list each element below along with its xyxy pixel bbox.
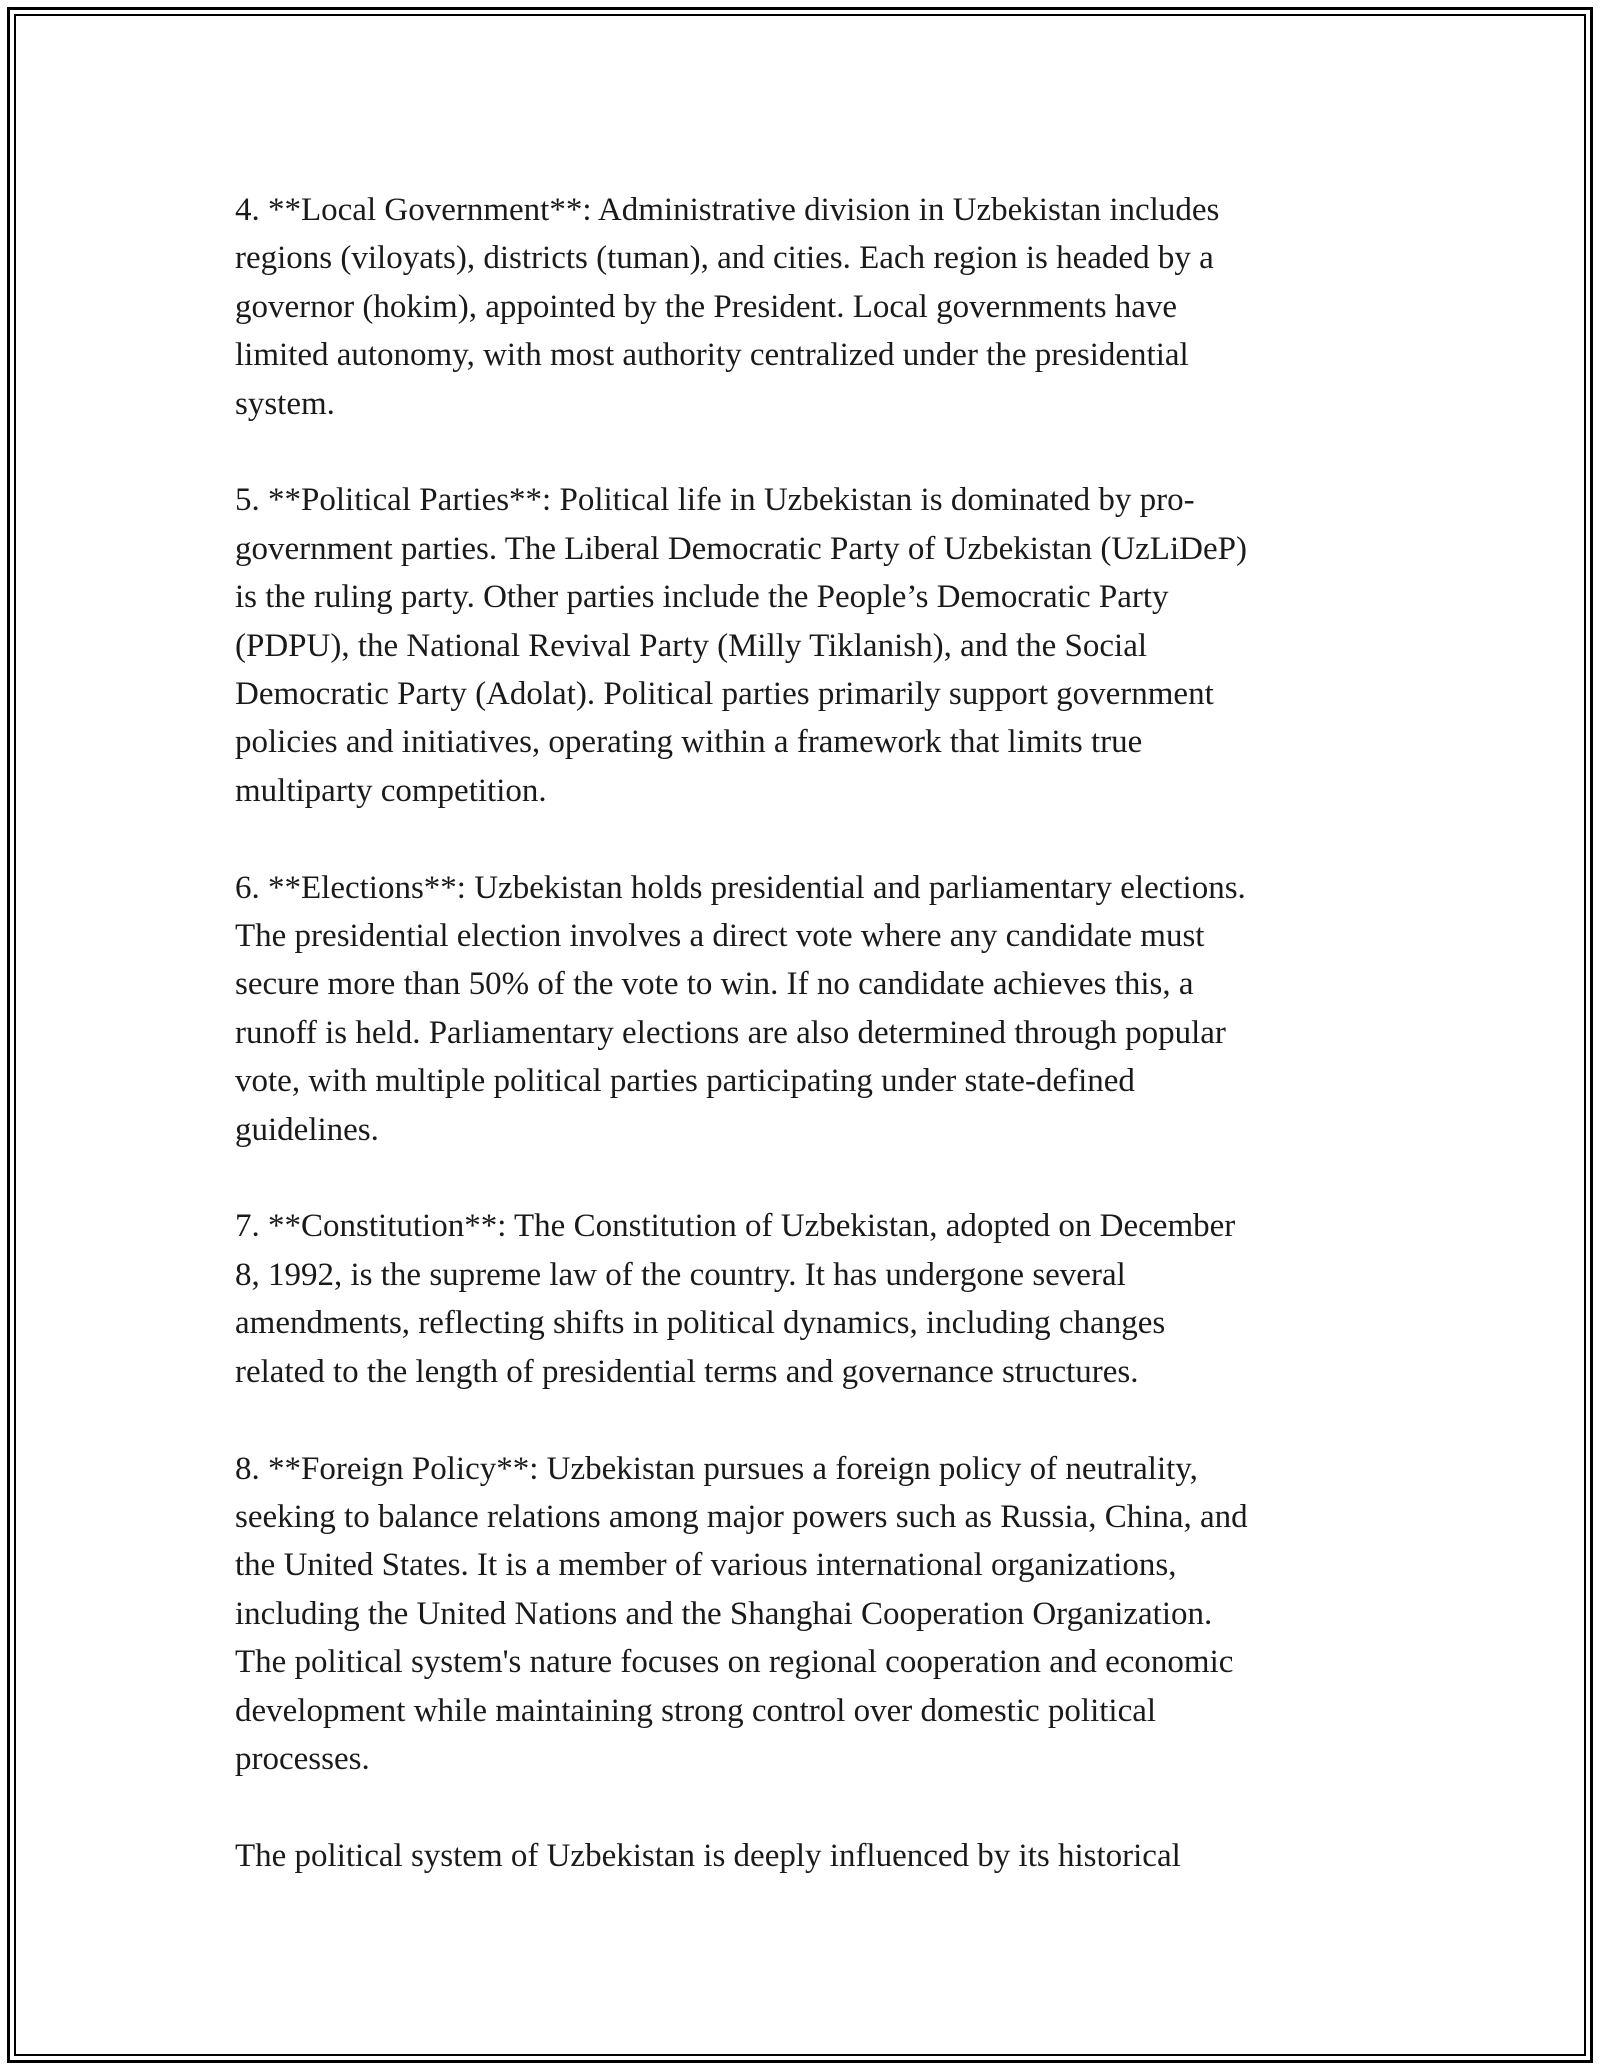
- document-body: [235, 186, 1375, 1880]
- paragraph-political-parties: 5. **Political Parties**: Political life in Uzbekistan is dominated by pro- government parties. The Liberal Democratic Party of Uzbekistan (UzLiDeP) is the ruling party. Other parties include the People’s Democratic Party (PDPU), the National Revival Party (Milly Tiklanish), and the Social Democratic Party (Adolat). Political parties primarily support government policies and initiatives, operating within a framework that limits true multiparty competition.: [235, 482, 1247, 809]
- paragraph-foreign-policy: 8. **Foreign Policy**: Uzbekistan pursues a foreign policy of neutrality, seeking to balance relations among major powers such as Russia, China, and the United States. It is a member of various international organizations, including the United Nations and the Shanghai Cooperation Organization. The political system's nature focuses on regional cooperation and economic development while maintaining strong control over domestic political processes.: [235, 1450, 1248, 1777]
- paragraph-closing: The political system of Uzbekistan is deeply influenced by its historical: [235, 1837, 1181, 1874]
- paragraph-constitution: 7. **Constitution**: The Constitution of Uzbekistan, adopted on December 8, 1992, is the supreme law of the country. It has undergone several amendments, reflecting shifts in political dynamics, including changes related to the length of presidential terms and governance structures.: [235, 1208, 1236, 1390]
- paragraph-local-government: 4. **Local Government**: Administrative division in Uzbekistan includes regions (viloyats), districts (tuman), and cities. Each region is headed by a governor (hokim), appointed by the President. Local governments have limited autonomy, with most authority centralized under the presidential system.: [235, 192, 1220, 422]
- paragraph-elections: 6. **Elections**: Uzbekistan holds presidential and parliamentary elections. The presidential election involves a direct vote where any candidate must secure more than 50% of the vote to win. If no candidate achieves this, a runoff is held. Parliamentary elections are also determined through popular vote, with multiple political parties participating under state-defined guidelines.: [235, 869, 1246, 1148]
